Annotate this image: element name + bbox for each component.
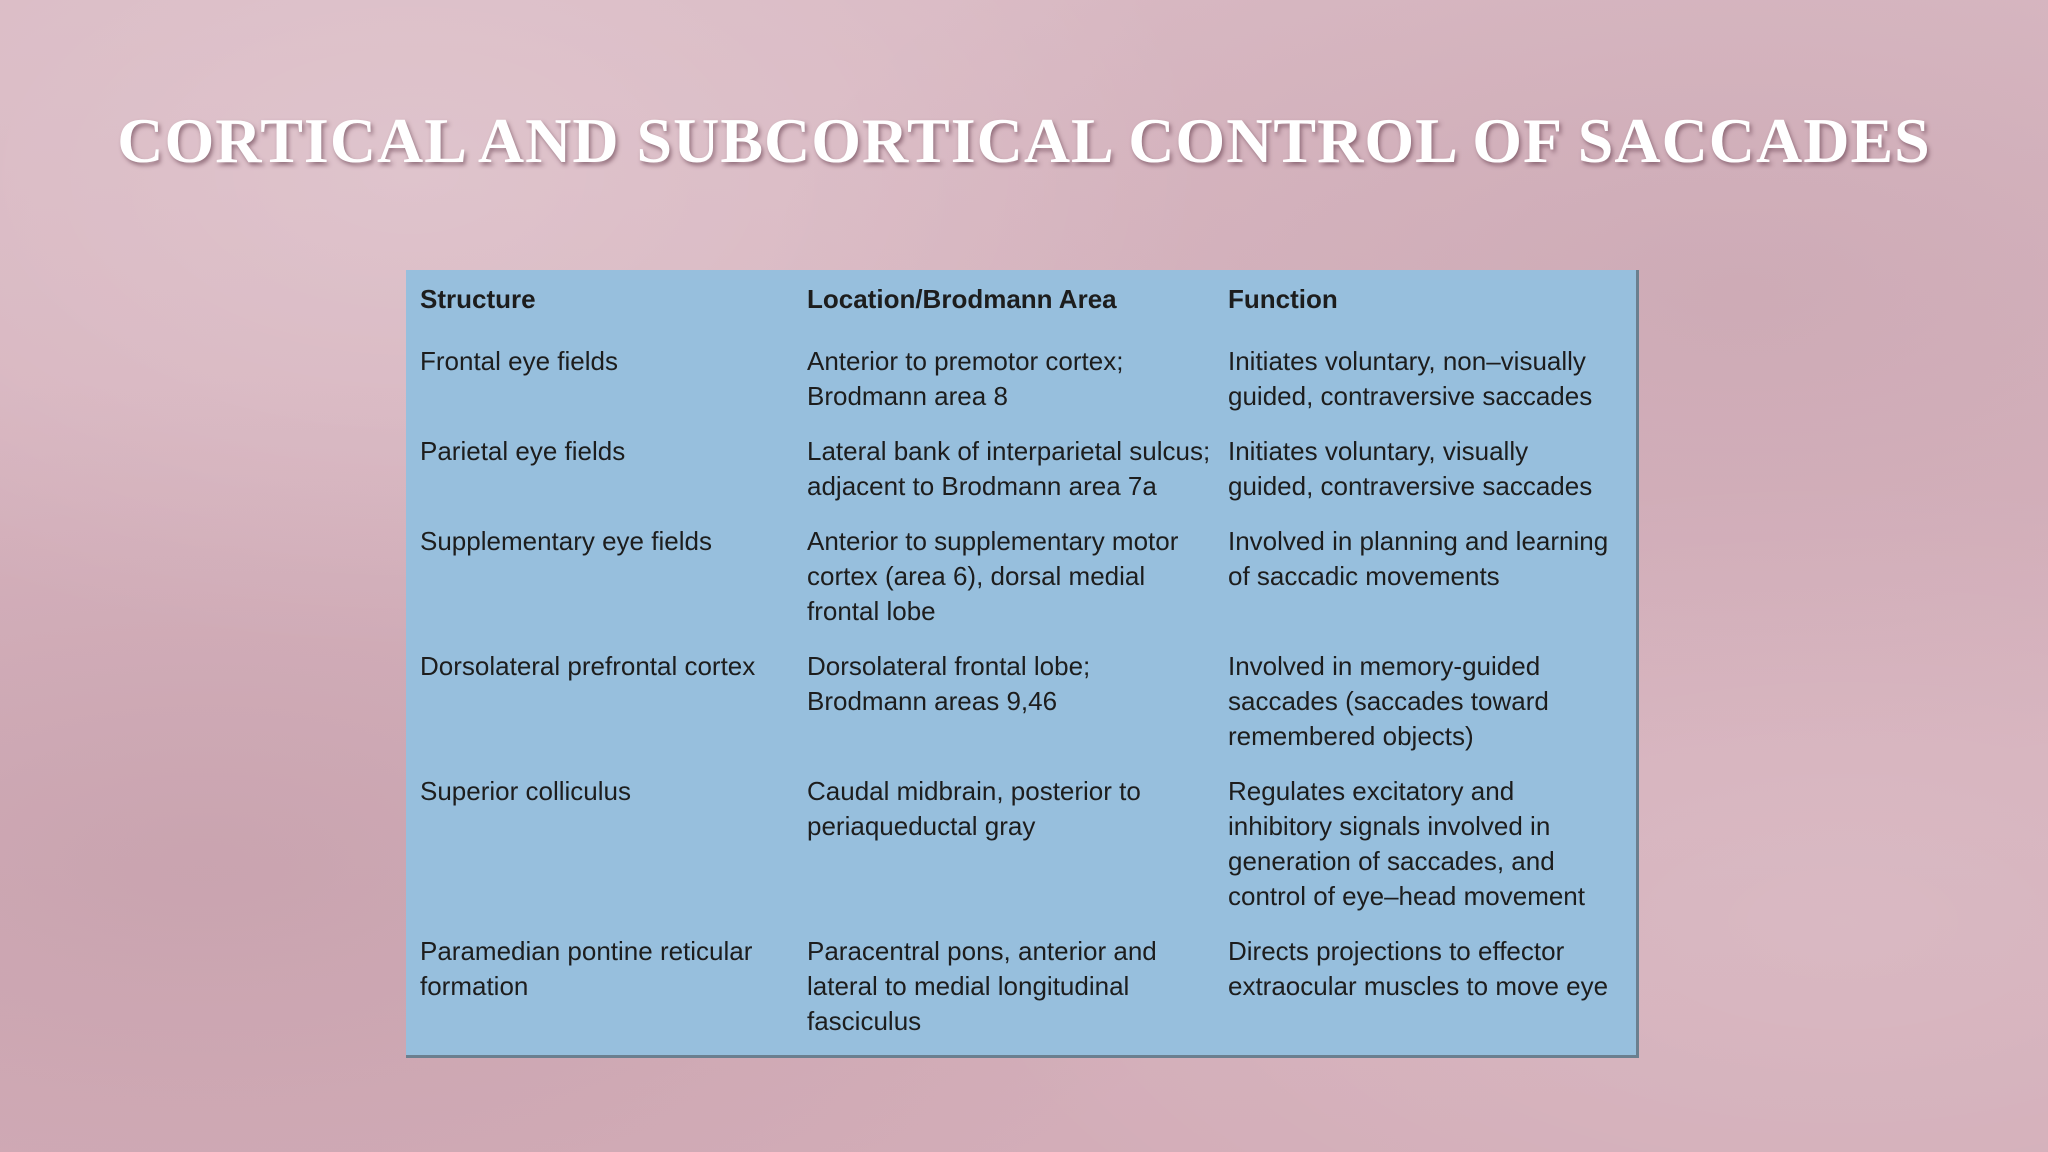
cell-structure: Supplementary eye fields — [420, 526, 712, 556]
table-row — [420, 434, 1630, 524]
table-row — [420, 774, 1630, 934]
cell-function: Involved in planning and learning of saccadic movements — [1228, 526, 1609, 591]
cell-location: Caudal midbrain, posterior to periaqueductal gray — [807, 776, 1141, 841]
cell-location: Anterior to supplementary motor cortex (area 6), dorsal medial frontal lobe — [807, 526, 1179, 626]
cell-structure: Parietal eye fields — [420, 436, 626, 466]
table-row — [420, 344, 1630, 434]
table-row — [420, 934, 1630, 1059]
header-structure: Structure — [420, 284, 536, 314]
cell-function: Initiates voluntary, non–visually guided, contraversive saccades — [1228, 346, 1593, 411]
cell-location: Paracentral pons, anterior and lateral to medial longitudinal fasciculus — [807, 936, 1157, 1036]
cell-location: Anterior to premotor cortex; Brodmann area 8 — [807, 346, 1124, 411]
header-location: Location/Brodmann Area — [807, 284, 1117, 314]
cell-function: Directs projections to effector extraocular muscles to move eye — [1228, 936, 1609, 1001]
cell-function: Initiates voluntary, visually guided, contraversive saccades — [1228, 436, 1593, 501]
saccade-control-table — [420, 280, 1630, 1059]
slide-title: CORTICAL AND SUBCORTICAL CONTROL OF SACCADES — [117, 105, 1931, 176]
cell-function: Involved in memory-guided saccades (saccades toward remembered objects) — [1228, 651, 1549, 751]
cell-structure: Paramedian pontine reticular formation — [420, 936, 753, 1001]
table-row — [420, 649, 1630, 774]
cell-location: Lateral bank of interparietal sulcus; adjacent to Brodmann area 7a — [807, 436, 1211, 501]
cell-function: Regulates excitatory and inhibitory signals involved in generation of saccades, and control of eye–head movement — [1228, 776, 1585, 911]
cell-structure: Superior colliculus — [420, 776, 631, 806]
table-header-row — [420, 280, 1630, 344]
saccade-control-table-panel — [406, 270, 1639, 1058]
table-row — [420, 524, 1630, 649]
table-body — [420, 344, 1630, 1059]
cell-structure: Dorsolateral prefrontal cortex — [420, 651, 756, 681]
cell-location: Dorsolateral frontal lobe; Brodmann areas 9,46 — [807, 651, 1091, 716]
cell-structure: Frontal eye fields — [420, 346, 618, 376]
header-function: Function — [1228, 284, 1338, 314]
